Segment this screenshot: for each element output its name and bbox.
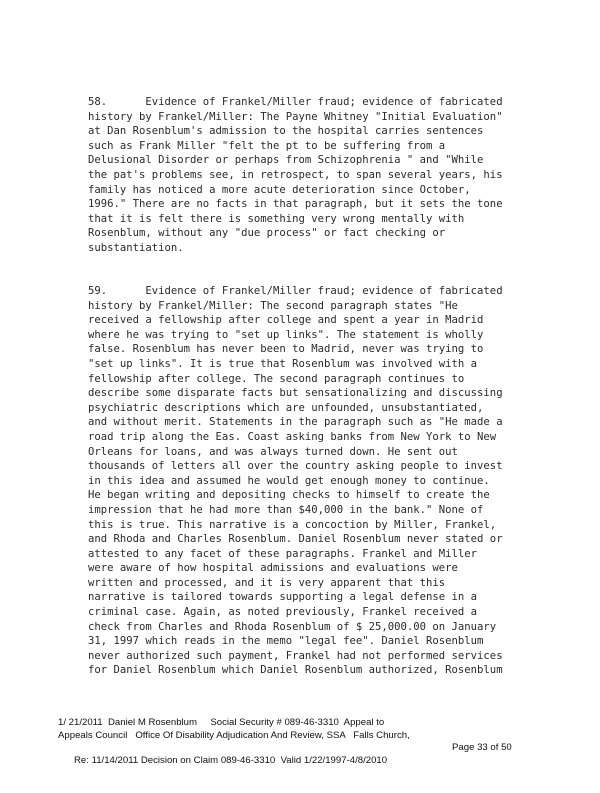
footer-line-1: 1/ 21/2011 Daniel M Rosenblum Social Security # 089-46-3310 Appeal to xyxy=(58,717,385,728)
text-line: He began writing and depositing checks to himself to create the xyxy=(88,489,490,502)
text-line: 58. Evidence of Frankel/Miller fraud; evidence of fabricated xyxy=(88,96,503,108)
text-line: the pat's problems see, in retrospect, to span several years, his xyxy=(88,168,503,181)
text-line: false. Rosenblum has never been to Madrid, never was trying to xyxy=(88,343,484,356)
text-line: and without merit. Statements in the paragraph such as "He made a xyxy=(88,416,503,429)
page-number: Page 33 of 50 xyxy=(452,742,512,754)
text-line: Orleans for loans, and was always turned down. He sent out xyxy=(88,445,458,458)
text-line: where he was trying to "set up links". The statement is wholly xyxy=(88,328,484,341)
text-line: history by Frankel/Miller: The Payne Whitney "Initial Evaluation" xyxy=(88,110,503,123)
text-line: substantiation. xyxy=(88,241,184,254)
text-line: fellowship after college. The second paragraph continues to xyxy=(88,372,465,385)
text-line: were aware of how hospital admissions and evaluations were xyxy=(88,562,458,575)
text-line: history by Frankel/Miller: The second paragraph states "He xyxy=(88,299,458,312)
text-line: family has noticed a more acute deterioration since October, xyxy=(88,183,471,196)
text-line: impression that he had more than $40,000 in the bank." None of xyxy=(88,503,484,516)
text-line: attested to any facet of these paragraphs. Frankel and Miller xyxy=(88,547,478,560)
text-line: never authorized such payment, Frankel had not performed services xyxy=(88,649,503,662)
text-line: received a fellowship after college and spent a year in Madrid xyxy=(88,314,484,327)
footer-line-3: Re: 11/14/2011 Decision on Claim 089-46-3310 Valid 1/22/1997-4/8/2010 xyxy=(74,754,388,766)
text-line: psychiatric descriptions which are unfounded, unsubstantiated, xyxy=(88,401,484,414)
footer-line-2: Appeals Council Office Of Disability Adjudication And Review, SSA Falls Church, xyxy=(58,729,410,741)
paragraph-59 xyxy=(88,284,538,678)
paragraph-58 xyxy=(88,95,538,256)
text-line: check from Charles and Rhoda Rosenblum of $ 25,000.00 on January xyxy=(88,620,497,633)
text-line: in this idea and assumed he would get enough money to continue. xyxy=(88,474,490,487)
text-line: this is true. This narrative is a concoction by Miller, Frankel, xyxy=(88,518,497,531)
text-line: written and processed, and it is very apparent that this xyxy=(88,576,446,589)
text-line: Rosenblum, without any "due process" or fact checking or xyxy=(88,227,446,240)
text-line: describe some disparate facts but sensationalizing and discussing xyxy=(88,387,503,400)
footer-line-3-row xyxy=(58,742,528,766)
text-line: road trip along the Eas. Coast asking banks from New York to New xyxy=(88,430,497,443)
text-line: "set up links". It is true that Rosenblum was involved with a xyxy=(88,357,478,370)
text-line: such as Frank Miller "felt the pt to be suffering from a xyxy=(88,139,446,152)
text-line: at Dan Rosenblum's admission to the hospital carries sentences xyxy=(88,125,484,138)
text-line: and Rhoda and Charles Rosenblum. Daniel Rosenblum never stated or xyxy=(88,533,503,546)
text-line: thousands of letters all over the country asking people to invest xyxy=(88,460,503,473)
text-line: narrative is tailored towards supporting a legal defense in a xyxy=(88,591,478,604)
text-line: Delusional Disorder or perhaps from Schizophrenia " and "While xyxy=(88,154,484,167)
text-line: 59. Evidence of Frankel/Miller fraud; evidence of fabricated xyxy=(88,285,503,297)
text-line: that it is felt there is something very wrong mentally with xyxy=(88,212,465,225)
text-line: 31, 1997 which reads in the memo "legal fee". Daniel Rosenblum xyxy=(88,635,484,648)
text-line: criminal case. Again, as noted previously, Frankel received a xyxy=(88,606,478,619)
page-footer xyxy=(58,717,528,766)
text-line: for Daniel Rosenblum which Daniel Rosenblum authorized, Rosenblum xyxy=(88,664,503,677)
text-line: 1996." There are no facts in that paragraph, but it sets the tone xyxy=(88,198,503,211)
